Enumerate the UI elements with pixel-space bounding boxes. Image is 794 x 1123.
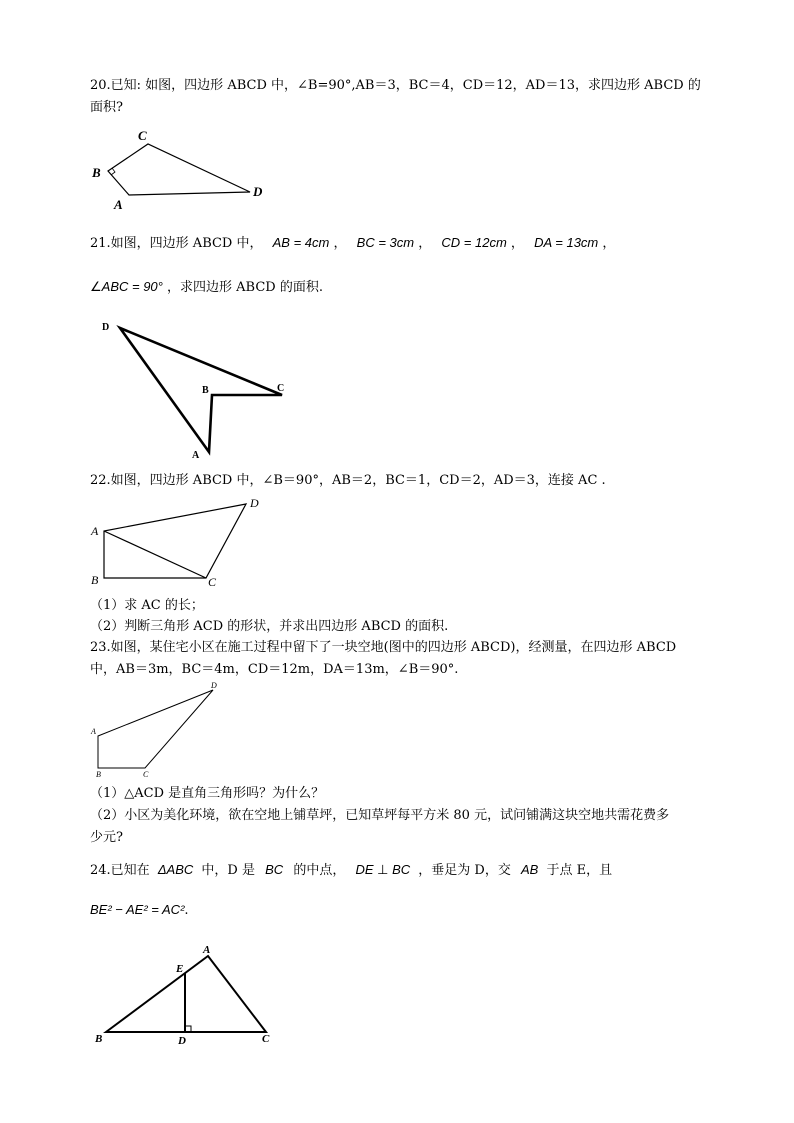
q22-line1: 22.如图，四边形 ABCD 中，∠B＝90°，AB＝2，BC＝1，CD＝2，AD＝3，连接 AC . bbox=[90, 473, 606, 488]
q21-angle: ∠ABC = 90° bbox=[90, 279, 163, 294]
q21-label-c: C bbox=[277, 383, 285, 394]
q21-sep3: ， bbox=[510, 236, 524, 251]
q24-triangle: ΔABC bbox=[157, 862, 194, 877]
q24-ab: AB bbox=[521, 862, 539, 877]
q24-t3: ，垂足为 D，交 bbox=[418, 863, 511, 878]
q21-suffix: ，求四边形 ABCD 的面积. bbox=[167, 280, 323, 295]
q21-prefix: 21.如图，四边形 ABCD 中， bbox=[90, 236, 263, 251]
q22-sub2: （2）判断三角形 ACD 的形状，并求出四边形 ABCD 的面积. bbox=[90, 619, 449, 634]
q24-line2 bbox=[90, 902, 189, 919]
q21-figure bbox=[98, 318, 298, 460]
q21-da: DA = 13cm bbox=[534, 235, 599, 250]
q23-label-a: A bbox=[91, 727, 96, 736]
q21-sep2: ， bbox=[418, 236, 432, 251]
q23-label-b: B bbox=[96, 770, 101, 779]
q20-label-b: B bbox=[92, 165, 101, 180]
q23-figure bbox=[88, 680, 228, 780]
q23-sub1: （1）△ACD 是直角三角形吗？为什么？ bbox=[90, 786, 325, 801]
q21-sep1: ， bbox=[333, 236, 347, 251]
q24-figure bbox=[90, 940, 280, 1052]
q24-t4: 于点 E，且 bbox=[546, 863, 613, 878]
q24-line1 bbox=[90, 862, 612, 879]
q20-label-d: D bbox=[253, 184, 263, 199]
q22-figure bbox=[88, 494, 278, 590]
q24-label-b: B bbox=[95, 1033, 103, 1045]
q24-t2: 的中点， bbox=[293, 863, 346, 878]
q20-line2: 面积? bbox=[90, 100, 123, 115]
q21-cd: CD = 12cm bbox=[441, 235, 507, 250]
q23-label-d: D bbox=[211, 681, 217, 690]
q20-label-c: C bbox=[138, 128, 147, 143]
q22-label-c: C bbox=[208, 575, 217, 589]
q24-prefix: 24.已知在 bbox=[90, 863, 150, 878]
q22-label-b: B bbox=[91, 573, 99, 587]
q23-line2: 中，AB＝3m，BC＝4m，CD＝12m，DA＝13m，∠B＝90°. bbox=[90, 662, 459, 677]
q21-label-a: A bbox=[192, 450, 200, 461]
q21-label-b: B bbox=[202, 385, 209, 396]
q23-line1: 23.如图，某住宅小区在施工过程中留下了一块空地(图中的四边形 ABCD)，经测量，在四边形 ABCD bbox=[90, 640, 677, 655]
q24-label-d: D bbox=[178, 1035, 186, 1047]
q21-ab: AB = 4cm bbox=[272, 235, 330, 250]
q21-label-d: D bbox=[102, 322, 110, 333]
q21-line2 bbox=[90, 279, 323, 296]
q24-equation: BE² − AE² = AC² bbox=[90, 902, 185, 917]
q23-label-c: C bbox=[143, 770, 149, 779]
q22-label-a: A bbox=[91, 524, 99, 538]
q24-label-c: C bbox=[262, 1033, 270, 1045]
q24-t1: 中，D 是 bbox=[201, 863, 255, 878]
q20-label-a: A bbox=[114, 197, 123, 212]
q20-figure bbox=[88, 125, 278, 215]
q24-label-a: A bbox=[203, 944, 211, 956]
q24-perp: DE ⊥ BC bbox=[355, 862, 411, 877]
q22-label-d: D bbox=[250, 496, 259, 510]
q23-sub3: 少元? bbox=[90, 830, 123, 845]
q21-sep4: ， bbox=[602, 236, 616, 251]
q24-bc: BC bbox=[265, 862, 284, 877]
q24-eq-end: . bbox=[184, 903, 189, 918]
q24-label-e: E bbox=[176, 963, 184, 975]
q20-line1: 20.已知: 如图，四边形 ABCD 中，∠B=90°,AB＝3，BC＝4，CD＝12，AD＝13，求四边形 ABCD 的 bbox=[90, 78, 701, 93]
q21-line1 bbox=[90, 235, 615, 252]
q23-sub2: （2）小区为美化环境，欲在空地上铺草坪，已知草坪每平方米 80 元，试问铺满这块空地共需花费多 bbox=[90, 808, 670, 823]
q21-bc: BC = 3cm bbox=[356, 235, 415, 250]
q22-sub1: （1）求 AC 的长； bbox=[90, 598, 204, 613]
